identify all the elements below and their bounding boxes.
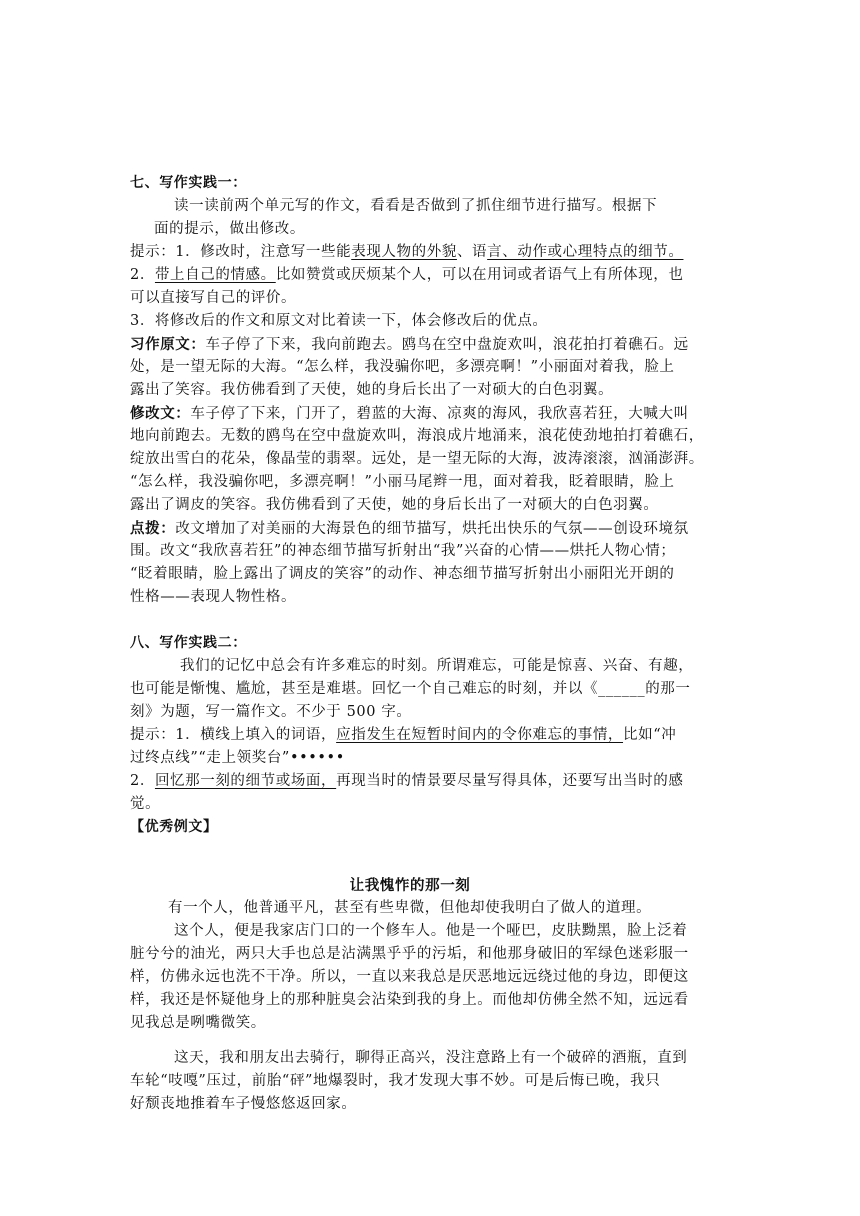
section-7-intro-line: 面的提示，做出修改。 bbox=[154, 221, 305, 237]
section-7-heading: 七、写作实践一： bbox=[130, 175, 247, 191]
original-text-line: 处，是一望无际的大海。“怎么样，我没骗你吧，多漂亮啊！”小丽面对着我，脸上 bbox=[130, 359, 675, 375]
essay-line: 样，我还是怀疑他身上的那种脏臭会沾染到我的身上。而他却仿佛全然不知，远远看 bbox=[130, 992, 689, 1008]
essay-paragraph-1: 有一个人，他普通平凡，甚至有些卑微，但他却使我明白了做人的道理。 bbox=[168, 900, 652, 916]
section-7-tip-3: 3．将修改后的作文和原文对比着读一下，体会修改后的优点。 bbox=[130, 313, 548, 329]
section-8-tip-1: 提示：1．横线上填入的词语，应指发生在短暂时间内的令你难忘的事情，比如“冲 bbox=[130, 727, 677, 743]
essay-title: 让我愧怍的那一刻 bbox=[349, 877, 471, 894]
revised-text-line: 绽放出雪白的花朵，像晶莹的翡翠。远处，是一望无际的大海，波涛滚滚，汹涌澎湃。 bbox=[130, 451, 704, 467]
essay-paragraph-3: 这天，我和朋友出去骑行，聊得正高兴，没注意路上有一个破碎的酒瓶，直到 bbox=[174, 1050, 688, 1066]
example-essay-label: 【优秀例文】 bbox=[130, 819, 218, 835]
original-text-label: 习作原文： bbox=[130, 336, 206, 353]
underlined-text: 表现人物的外貌 bbox=[351, 244, 457, 260]
underlined-text: 回忆那一刻的细节或场面， bbox=[154, 773, 337, 789]
revised-text-line: 露出了调皮的笑容。我仿佛看到了天使，她的身后长出了一对硕大的白色羽翼。 bbox=[130, 497, 659, 513]
essay-line: 好颓丧地推着车子慢悠悠返回家。 bbox=[130, 1096, 357, 1112]
section-8-tip-2-cont: 觉。 bbox=[130, 796, 161, 812]
document-page bbox=[130, 172, 730, 1116]
comment-line: 性格——表现人物性格。 bbox=[130, 589, 297, 605]
comment-line: “眨着眼睛，脸上露出了调皮的笑容”的动作、神态细节描写折射出小丽阳光开朗的 bbox=[130, 566, 675, 582]
revised-text-line: “怎么样，我没骗你吧，多漂亮啊！”小丽马尾辫一甩，面对着我，眨着眼睛，脸上 bbox=[130, 474, 675, 490]
original-text-paragraph: 习作原文：车子停了下来，我向前跑去。鸥鸟在空中盘旋欢叫，浪花拍打着礁石。远 bbox=[130, 336, 689, 353]
section-7-intro-line: 读一读前两个单元写的作文，看看是否做到了抓住细节进行描写。根据下 bbox=[174, 198, 658, 214]
section-8-heading: 八、写作实践二： bbox=[130, 635, 247, 651]
underlined-text: 带上自己的情感。 bbox=[154, 267, 276, 283]
essay-line: 样，仿佛永远也洗不干净。所以，一直以来我总是厌恶地远远绕过他的身边，即便这 bbox=[130, 969, 689, 985]
essay-paragraph-2: 这个人，便是我家店门口的一个修车人。他是一个哑巴，皮肤黝黑，脸上泛着 bbox=[174, 923, 688, 939]
section-7-tip-1: 提示：1．修改时，注意写一些能表现人物的外貌、语言、动作或心理特点的细节。 bbox=[130, 244, 684, 260]
comment-line: 围。改文“我欣喜若狂”的神态细节描写折射出“我”兴奋的心情——烘托人物心情； bbox=[130, 543, 676, 559]
section-7-tip-2: 2．带上自己的情感。比如赞赏或厌烦某个人，可以在用词或者语气上有所体现，也 bbox=[130, 267, 684, 283]
underlined-text: 言、动作或心理特点的细节。 bbox=[487, 244, 684, 260]
section-8-intro-line: 也可能是惭愧、尴尬，甚至是难堪。回忆一个自己难忘的时刻，并以《______的那一 bbox=[130, 681, 691, 697]
comment-paragraph: 点拨：改文增加了对美丽的大海景色的细节描写，烘托出快乐的气氛——创设环境氛 bbox=[130, 520, 689, 537]
revised-text-label: 修改文： bbox=[130, 405, 191, 422]
essay-line: 见我总是咧嘴微笑。 bbox=[130, 1015, 266, 1031]
section-8-intro-line: 刻》为题，写一篇作文。不少于 500 字。 bbox=[130, 704, 412, 720]
essay-line: 脏兮兮的油光，两只大手也总是沾满黑乎乎的污垢，和他那身破旧的军绿色迷彩服一 bbox=[130, 946, 689, 962]
comment-label: 点拨： bbox=[130, 520, 176, 537]
section-8-intro-line: 我们的记忆中总会有许多难忘的时刻。所谓难忘，可能是惊喜、兴奋、有趣， bbox=[180, 658, 694, 674]
revised-text-line: 地向前跑去。无数的鸥鸟在空中盘旋欢叫，海浪成片地涌来，浪花使劲地拍打着礁石， bbox=[130, 428, 704, 444]
section-8-tip-2: 2．回忆那一刻的细节或场面，再现当时的情景要尽量写得具体，还要写出当时的感 bbox=[130, 773, 684, 789]
section-8-tip-1-cont: 过终点线”“走上领奖台”•••••• bbox=[130, 750, 345, 766]
essay-line: 车轮“吱嘎”压过，前胎“砰”地爆裂时，我才发现大事不妙。可是后悔已晚，我只 bbox=[130, 1073, 661, 1089]
underlined-text: 应指发生在短暂时间内的令你难忘的事情， bbox=[336, 727, 624, 743]
section-7-tip-2-cont: 可以直接写自己的评价。 bbox=[130, 290, 297, 306]
revised-text-paragraph: 修改文：车子停了下来，门开了，碧蓝的大海、凉爽的海风，我欣喜若狂，大喊大叫 bbox=[130, 405, 689, 422]
original-text-line: 露出了笑容。我仿佛看到了天使，她的身后长出了一对硕大的白色羽翼。 bbox=[130, 382, 614, 398]
